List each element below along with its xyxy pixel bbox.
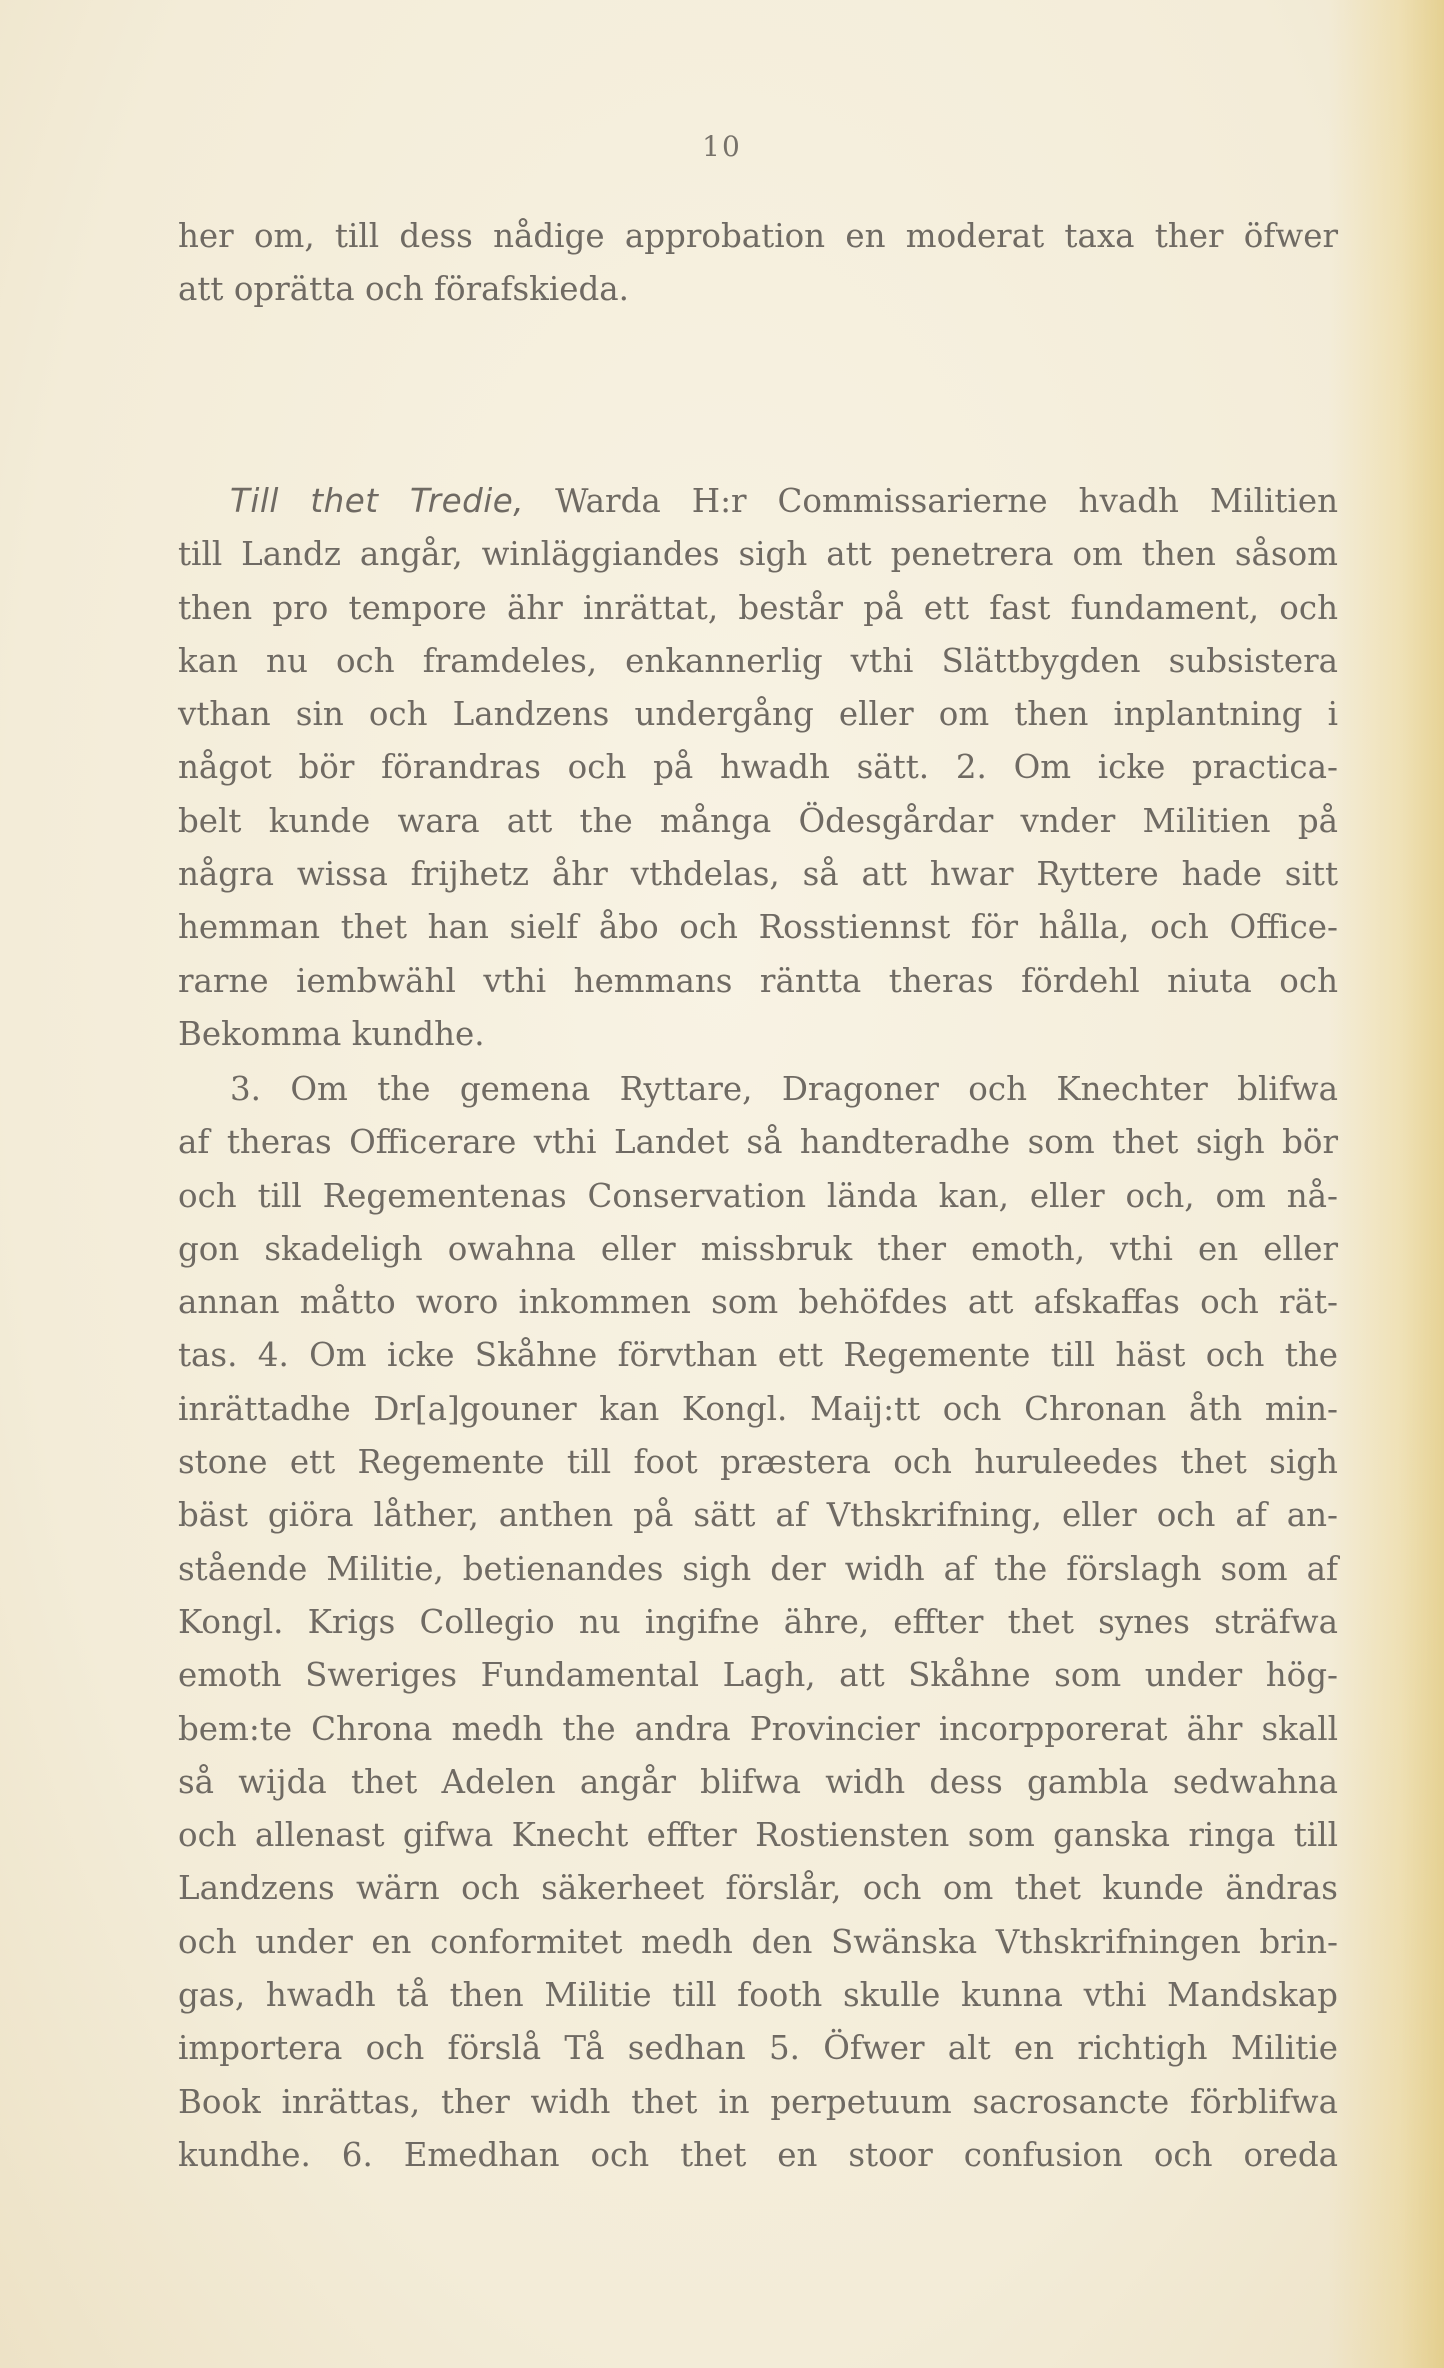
- text-line: Bekomma kundhe.: [178, 1014, 485, 1053]
- text-line: något bör förandras och på hwadh sätt. 2. Om icke practica-: [178, 748, 1338, 787]
- text-line: och under en conformitet medh den Swänska Vthskrifningen brin-: [178, 1922, 1338, 1961]
- text-line: och allenast gifwa Knecht effter Rostiensten som ganska ringa till: [178, 1816, 1338, 1855]
- text-line: till Landz angår, winläggiandes sigh att penetrera om then såsom: [178, 535, 1338, 574]
- text-line: then pro tempore ähr inrättat, består på ett fast fundament, och: [178, 588, 1338, 627]
- text-line: och till Regementenas Conservation lända kan, eller och, om nå-: [178, 1176, 1338, 1215]
- text-line: gas, hwadh tå then Militie till footh skulle kunna vthi Mandskap: [178, 1976, 1338, 2015]
- text-line: bäst giöra låther, anthen på sätt af Vthskrifning, eller och af an-: [178, 1496, 1338, 1535]
- paragraph-1: [178, 210, 1338, 317]
- section-heading: Till thet Tredie,: [230, 482, 525, 520]
- text-line: belt kunde wara att the många Ödesgårdar vnder Militien på: [178, 801, 1338, 840]
- text-line: Kongl. Krigs Collegio nu ingifne ähre, effter thet synes sträfwa: [178, 1602, 1338, 1641]
- paragraph-2: [178, 475, 1338, 1061]
- text-line: 3. Om the gemena Ryttare, Dragoner och Knechter blifwa: [230, 1070, 1338, 1108]
- text-line: gon skadeligh owahna eller missbruk ther emoth, vthi en eller: [178, 1229, 1338, 1268]
- text-line: kundhe. 6. Emedhan och thet en stoor confusion och oreda: [178, 2135, 1338, 2174]
- text-line: tas. 4. Om icke Skåhne förvthan ett Regemente till häst och the: [178, 1336, 1338, 1375]
- text-line: annan måtto woro inkommen som behöfdes att afskaffas och rät-: [178, 1283, 1338, 1322]
- text-line: så wijda thet Adelen angår blifwa widh dess gambla sedwahna: [178, 1762, 1338, 1801]
- text-line: af theras Officerare vthi Landet så handteradhe som thet sigh bör: [178, 1123, 1338, 1162]
- text-line: kan nu och framdeles, enkannerlig vthi Slättbygden subsistera: [178, 641, 1338, 680]
- text-line: [178, 475, 1338, 528]
- text-line: Book inrättas, ther widh thet in perpetuum sacrosancte förblifwa: [178, 2082, 1338, 2121]
- text-line: stone ett Regemente till foot præstera och huruleedes thet sigh: [178, 1443, 1338, 1482]
- text-line: några wissa frijhetz åhr vthdelas, så att hwar Ryttere hade sitt: [178, 855, 1338, 894]
- text-line: emoth Sweriges Fundamental Lagh, att Skåhne som under hög-: [178, 1656, 1338, 1695]
- text-line: rarne iembwähl vthi hemmans räntta theras fördehl niuta och: [178, 961, 1338, 1000]
- text-line: bem:te Chrona medh the andra Provincier incorpporerat ähr skall: [178, 1709, 1338, 1748]
- text-line: inrättadhe Dr[a]gouner kan Kongl. Maij:tt och Chronan åth min-: [178, 1389, 1338, 1428]
- text-line: stående Militie, betienandes sigh der widh af the förslagh som af: [178, 1549, 1338, 1588]
- heading-line-text: Warda H:r Commissarierne hvadh Militien: [524, 482, 1338, 520]
- page-number: 10: [702, 130, 742, 163]
- text-line: hemman thet han sielf åbo och Rosstiennst för hålla, och Office-: [178, 908, 1338, 947]
- text-line: her om, till dess nådige approbation en moderat taxa ther öfwer: [178, 217, 1338, 255]
- paragraph-3: [178, 1063, 1338, 2182]
- text-line: vthan sin och Landzens undergång eller om then inplantning i: [178, 695, 1338, 734]
- text-line: att oprätta och förafskieda.: [178, 270, 630, 309]
- text-line: Landzens wärn och säkerheet förslår, och om thet kunde ändras: [178, 1869, 1338, 1908]
- text-line: importera och förslå Tå sedhan 5. Öfwer alt en richtigh Militie: [178, 2029, 1338, 2068]
